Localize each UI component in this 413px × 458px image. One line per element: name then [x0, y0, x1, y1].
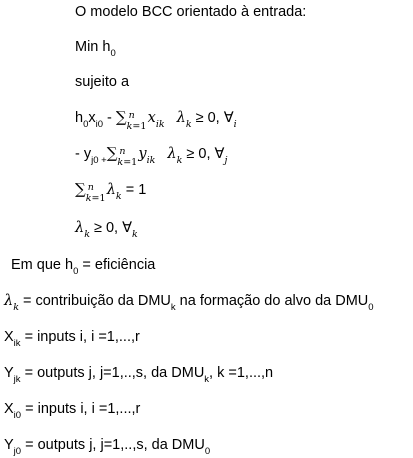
definition-lambda [4, 292, 374, 313]
c3-sum-limits [85, 181, 106, 205]
def-lambda-sub: k [13, 301, 19, 313]
c3-sum-upper: n [87, 182, 94, 194]
c1-sum-upper: n [128, 110, 135, 122]
constraint-nonnegativity [75, 219, 138, 240]
def-xik-text: = inputs i, i =1,...,r [20, 329, 140, 345]
c3-lambda-sub: k [115, 190, 122, 202]
c3-sum-symbol: ∑ [75, 180, 86, 198]
c4-lambda: λ [75, 220, 85, 236]
def-xi0-var: X [4, 401, 14, 417]
c1-x-sub: i0 [95, 118, 104, 130]
constraint-outputs [75, 144, 228, 169]
constraint-inputs [75, 108, 237, 133]
c1-lambda-sub: k [185, 118, 192, 130]
c1-term-sub: ik [155, 118, 165, 130]
c1-h-sub: 0 [83, 118, 89, 130]
c1-forall-sub: i [233, 118, 237, 130]
def-yj0-text-a-sub: 0 [204, 445, 211, 457]
def-lambda-text-b: na formação do alvo da DMU [175, 293, 369, 309]
objective-text: Min h [75, 39, 111, 55]
def-em-que-rest: = eficiência [78, 257, 156, 273]
c3-sum-lower [86, 190, 106, 208]
def-xik-var: X [4, 329, 14, 345]
c1-sum-limits [126, 109, 147, 133]
c2-term-var: y [138, 146, 147, 162]
objective-sub: 0 [110, 47, 116, 59]
def-em-que-sub: 0 [73, 265, 79, 277]
c1-tail: ≥ 0, ∀ [191, 110, 234, 126]
c4-forall-sub: k [132, 228, 138, 240]
c1-h: h [75, 110, 84, 126]
def-xik-sub: ik [13, 337, 21, 349]
c3-tail: = 1 [121, 182, 147, 198]
definition-xik [4, 328, 140, 349]
c2-sum-limits [117, 145, 138, 169]
c2-sum-lower-var: k [117, 157, 124, 169]
def-lambda: λ [4, 293, 14, 309]
c2-sum-lower-rest: =1 [123, 157, 138, 169]
c3-sum-lower-rest: =1 [91, 193, 106, 205]
model-title [75, 3, 306, 21]
objective [75, 38, 116, 59]
c1-term-var: x [147, 110, 156, 126]
c2-sum-upper: n [119, 146, 126, 158]
model-title-text: O modelo BCC orientado à entrada: [75, 4, 307, 20]
c1-dash: - [103, 110, 116, 126]
def-yjk-text-b: , k =1,...,n [209, 365, 274, 381]
c2-y: y [83, 146, 92, 162]
def-em-que: Em que h [11, 257, 74, 273]
def-lambda-text-a-sub: k [170, 301, 176, 313]
subject-to [75, 73, 129, 91]
subject-to-text: sujeito a [75, 74, 130, 90]
definition-yjk [4, 364, 274, 385]
def-lambda-text-a: = contribuição da DMU [18, 293, 171, 309]
c1-x: x [88, 110, 96, 126]
constraint-convexity [75, 180, 147, 205]
definition-efficiency [11, 256, 156, 277]
c1-sum-lower [127, 118, 147, 136]
def-yjk-text-a: = outputs j, j=1,..,s, da DMU [20, 365, 205, 381]
c1-sum-symbol: ∑ [115, 108, 127, 126]
def-yjk-var: Y [4, 365, 14, 381]
c2-y-sub: j0 + [91, 154, 107, 166]
c2-term-sub: ik [146, 154, 156, 166]
c2-dash: - [75, 146, 84, 162]
definition-yj0 [4, 436, 211, 457]
c2-tail: ≥ 0, ∀ [182, 146, 225, 162]
c2-sum-lower [117, 154, 137, 172]
c1-lambda: λ [176, 110, 186, 126]
def-yj0-text-a: = outputs j, j=1,..,s, da DMU [21, 437, 205, 453]
def-yjk-sub: jk [13, 373, 21, 385]
def-xi0-text: = inputs i, i =1,...,r [21, 401, 141, 417]
def-lambda-text-b-sub: 0 [368, 301, 374, 313]
def-yj0-var: Y [4, 437, 14, 453]
c1-sum-lower-var: k [126, 121, 133, 133]
def-yj0-sub: j0 [13, 445, 22, 457]
c2-forall-sub: j [224, 154, 228, 166]
c3-sum-lower-var: k [85, 193, 92, 205]
c4-lambda-sub: k [84, 228, 90, 240]
definition-xi0 [4, 400, 141, 421]
def-xi0-sub: i0 [13, 409, 22, 421]
c2-sum-symbol: ∑ [106, 144, 118, 162]
c2-lambda-sub: k [176, 154, 183, 166]
c1-sum-lower-rest: =1 [132, 121, 147, 133]
c4-tail: ≥ 0, ∀ [89, 220, 133, 236]
c3-lambda: λ [106, 182, 116, 198]
def-yjk-text-a-sub: k [204, 373, 210, 385]
c2-lambda: λ [167, 146, 177, 162]
